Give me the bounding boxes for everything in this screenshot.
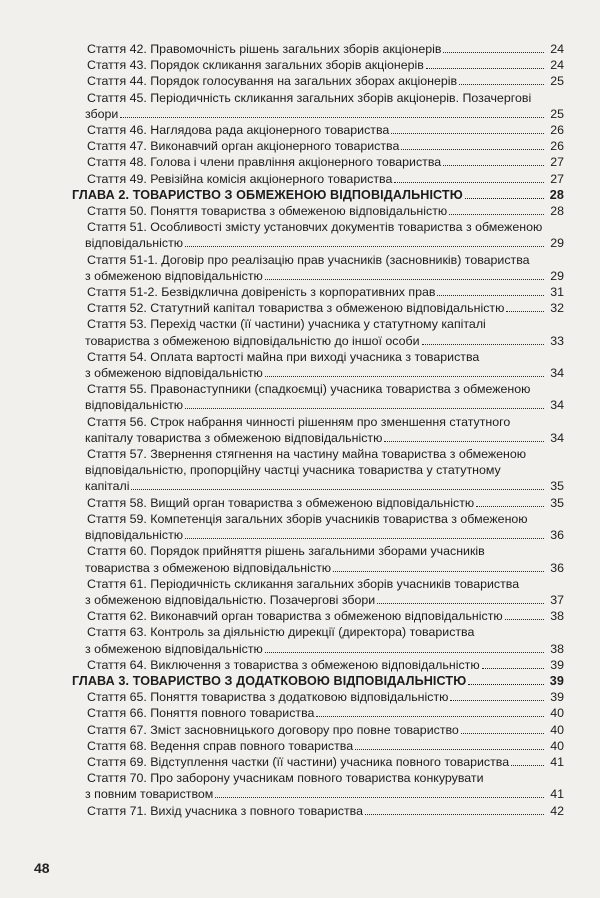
toc-entry — [72, 316, 564, 348]
toc-entry-title-line: Стаття 66. Поняття повного товариства — [87, 706, 315, 721]
toc-entry-row — [72, 187, 564, 203]
dot-leader — [394, 182, 544, 183]
toc-entry-title-line: Стаття 59. Компетенція загальних зборів учасників товариства з обмеженою — [87, 511, 528, 526]
toc-entry — [72, 705, 564, 721]
toc-entry-title-line: відповідальністю — [85, 236, 184, 251]
toc-entry — [72, 73, 564, 89]
toc-entry-title-line: Стаття 62. Виконавчий орган товариства з обмеженою відповідальністю — [87, 609, 503, 624]
toc-entry-title-line: Стаття 47. Виконавчий орган акціонерного товариства — [87, 139, 400, 154]
toc-entry — [72, 171, 564, 187]
dot-leader — [422, 344, 545, 345]
toc-entry — [72, 252, 564, 284]
toc-entry — [72, 300, 564, 316]
toc-page-number: 26 — [550, 123, 564, 138]
toc-page-number: 37 — [550, 592, 564, 607]
toc-page-number: 41 — [550, 754, 564, 769]
toc-entry-row — [72, 803, 564, 819]
dot-leader — [215, 797, 544, 798]
toc-entry-title-line: Стаття 63. Контроль за діяльністю дирекції (директора) товариства — [87, 625, 475, 640]
toc-entry-title-line: з обмеженою відповідальністю — [85, 641, 263, 656]
toc-page-number: 40 — [550, 706, 564, 721]
toc-entry — [72, 219, 564, 251]
toc-entry — [72, 90, 564, 122]
toc-entry-row — [72, 641, 564, 657]
dot-leader — [265, 652, 544, 653]
toc-entry-row — [72, 284, 564, 300]
toc-entry-row — [72, 122, 564, 138]
toc-page-number: 38 — [550, 609, 564, 624]
toc-page-number: 39 — [550, 657, 564, 672]
toc-entry-title-line: капіталу товариства з обмеженою відповідальністю — [85, 430, 383, 445]
toc-entry-row — [72, 430, 564, 446]
toc-entry — [72, 543, 564, 575]
toc-page-number: 28 — [550, 204, 564, 219]
toc-entry-row — [72, 738, 564, 754]
toc-entry-title-line: з обмеженою відповідальністю. Позачергові збори — [85, 592, 376, 607]
toc-entry-row — [72, 333, 564, 349]
toc-entry-title-line: Стаття 55. Правонаступники (спадкоємці) учасника товариства з обмеженою — [87, 382, 531, 397]
toc-entry-row — [72, 57, 564, 73]
toc-page-number: 34 — [550, 366, 564, 381]
toc-entry — [72, 608, 564, 624]
toc-entry-title-line: Стаття 64. Виключення з товариства з обмеженою відповідальністю — [87, 657, 480, 672]
dot-leader — [443, 165, 544, 166]
toc-entry-title-line: відповідальністю — [85, 528, 184, 543]
toc-entry-title-line: Стаття 58. Вищий орган товариства з обмеженою відповідальністю — [87, 495, 475, 510]
toc-entry — [72, 803, 564, 819]
toc-entry-title-line: Стаття 54. Оплата вартості майна при виході учасника з товариства — [87, 349, 480, 364]
toc-entry-title-line: Стаття 42. Правомочність рішень загальних зборів акціонерів — [87, 42, 442, 56]
toc-entry-row — [72, 673, 564, 689]
toc-entry-title-line: з повним товариством — [85, 787, 214, 802]
toc-entry-title-line: Стаття 61. Періодичність скликання загальних зборів учасників товариства — [87, 576, 520, 591]
toc-entry — [72, 754, 564, 770]
page-number: 48 — [34, 860, 50, 876]
toc-entry-title-line: Стаття 52. Статутний капітал товариства з обмеженою відповідальністю — [87, 301, 505, 316]
toc-entry-row — [72, 171, 564, 187]
toc-entry-title-line: товариства з обмеженою відповідальністю до іншої особи — [85, 333, 420, 348]
toc-entry — [72, 203, 564, 219]
toc-page-number: 35 — [550, 479, 564, 494]
toc-entry-row — [72, 560, 564, 576]
dot-leader — [265, 376, 544, 377]
toc-entry-title-line: Стаття 68. Ведення справ повного товариства — [87, 738, 354, 753]
dot-leader — [185, 538, 544, 539]
toc-entry-row — [72, 235, 564, 251]
toc-entry — [72, 738, 564, 754]
toc-entry-row — [72, 365, 564, 381]
toc-entry — [72, 41, 564, 57]
toc-entry-title-line: Стаття 67. Зміст засновницького договору про повне товариство — [87, 722, 459, 737]
toc-entry-title-line: Стаття 69. Відступлення частки (її частини) учасника повного товариства — [87, 754, 510, 769]
toc-page-number: 28 — [549, 187, 564, 202]
dot-leader — [316, 716, 544, 717]
toc-page-number: 41 — [550, 787, 564, 802]
dot-leader — [449, 214, 544, 215]
toc-page-number: 36 — [550, 560, 564, 575]
toc-entry-row — [72, 73, 564, 89]
toc-page-number: 34 — [550, 398, 564, 413]
toc-entry-title-line: відповідальністю, пропорційну частці учасника товариства у статутному — [85, 463, 501, 478]
toc-page-number: 29 — [550, 236, 564, 251]
toc-entry-row — [72, 397, 564, 413]
toc-page-number: 25 — [550, 74, 564, 89]
toc-entry-title-line: капіталі — [85, 479, 130, 494]
toc-entry-row — [72, 478, 564, 494]
toc-entry — [72, 349, 564, 381]
dot-leader — [450, 700, 544, 701]
toc-entry-row — [72, 608, 564, 624]
toc-entry-title-line: Стаття 51-1. Договір про реалізацію прав учасників (засновників) товариства — [87, 252, 530, 267]
toc-page-number: 24 — [550, 42, 564, 56]
toc-page-number: 36 — [550, 528, 564, 543]
toc-entry-row — [72, 106, 564, 122]
toc-entry-title-line: Стаття 44. Порядок голосування на загальних зборах акціонерів — [87, 74, 458, 89]
toc-entry-title-line: Стаття 60. Порядок прийняття рішень загальними зборами учасників — [87, 544, 485, 559]
table-of-contents — [72, 41, 564, 819]
toc-entry-title-line: Стаття 56. Строк набрання чинності рішенням про зменшення статутного — [87, 414, 511, 429]
toc-entry-title-line: Стаття 49. Ревізійна комісія акціонерного товариства — [87, 171, 393, 186]
toc-entry-row — [72, 527, 564, 543]
dot-leader — [459, 84, 544, 85]
toc-page-number: 27 — [550, 155, 564, 170]
toc-page-number: 34 — [550, 430, 564, 445]
toc-entry-title-line: Стаття 43. Порядок скликання загальних зборів акціонерів — [87, 58, 424, 73]
toc-entry-row — [72, 592, 564, 608]
toc-entry — [72, 576, 564, 608]
toc-entry-title-line: Стаття 70. Про заборону учасникам повного товариства конкурувати — [87, 771, 484, 786]
toc-entry — [72, 154, 564, 170]
toc-entry-title-line: товариства з обмеженою відповідальністю — [85, 560, 332, 575]
toc-page-number: 39 — [550, 690, 564, 705]
dot-leader — [120, 117, 544, 118]
toc-entry — [72, 284, 564, 300]
toc-entry-title-line: ГЛАВА 3. ТОВАРИСТВО З ДОДАТКОВОЮ ВІДПОВІДАЛЬНІСТЮ — [72, 673, 467, 688]
toc-entry-row — [72, 786, 564, 802]
toc-entry-title-line: з обмеженою відповідальністю — [85, 366, 263, 381]
dot-leader — [185, 408, 544, 409]
dot-leader — [465, 198, 544, 199]
toc-page-number: 39 — [549, 673, 564, 688]
toc-entry — [72, 122, 564, 138]
toc-entry-title-line: Стаття 53. Перехід частки (її частини) учасника у статутному капіталі — [87, 317, 486, 332]
dot-leader — [265, 279, 544, 280]
dot-leader — [131, 489, 544, 490]
toc-entry-row — [72, 495, 564, 511]
toc-entry-title-line: Стаття 51. Особливості змісту установчих документів товариства з обмеженою — [87, 220, 543, 235]
toc-entry-row — [72, 154, 564, 170]
toc-entry-title-line: Стаття 46. Наглядова рада акціонерного товариства — [87, 123, 390, 138]
toc-entry-row — [72, 41, 564, 57]
toc-entry-title-line: ГЛАВА 2. ТОВАРИСТВО З ОБМЕЖЕНОЮ ВІДПОВІДАЛЬНІСТЮ — [72, 187, 463, 202]
toc-page-number: 29 — [550, 268, 564, 283]
dot-leader — [482, 668, 544, 669]
toc-entry-title-line: збори — [85, 106, 119, 121]
dot-leader — [185, 246, 544, 247]
toc-page-number: 38 — [550, 641, 564, 656]
toc-page-number: 27 — [550, 171, 564, 186]
dot-leader — [511, 765, 544, 766]
dot-leader — [355, 749, 544, 750]
dot-leader — [333, 571, 544, 572]
dot-leader — [461, 733, 544, 734]
dot-leader — [505, 619, 544, 620]
toc-entry — [72, 138, 564, 154]
toc-page-number: 42 — [550, 803, 564, 818]
toc-entry — [72, 689, 564, 705]
toc-page-number: 24 — [550, 58, 564, 73]
toc-entry-title-line: Стаття 45. Періодичність скликання загальних зборів акціонерів. Позачергові — [87, 90, 532, 105]
toc-entry — [72, 57, 564, 73]
dot-leader — [437, 295, 544, 296]
toc-entry-title-line: Стаття 71. Вихід учасника з повного товариства — [87, 803, 364, 818]
dot-leader — [506, 311, 544, 312]
toc-entry — [72, 495, 564, 511]
toc-entry-title-line: з обмеженою відповідальністю — [85, 268, 263, 283]
toc-chapter-heading — [72, 187, 564, 203]
toc-entry-row — [72, 705, 564, 721]
toc-entry-row — [72, 138, 564, 154]
toc-entry-title-line: Стаття 50. Поняття товариства з обмеженою відповідальністю — [87, 204, 448, 219]
toc-page-number: 25 — [550, 106, 564, 121]
toc-entry — [72, 770, 564, 802]
toc-page-number: 32 — [550, 301, 564, 316]
toc-page-number: 31 — [550, 285, 564, 300]
toc-entry-row — [72, 689, 564, 705]
dot-leader — [391, 133, 544, 134]
toc-entry — [72, 657, 564, 673]
toc-entry-row — [72, 754, 564, 770]
dot-leader — [365, 814, 544, 815]
toc-page-number: 35 — [550, 495, 564, 510]
toc-page-number: 26 — [550, 139, 564, 154]
dot-leader — [377, 603, 544, 604]
dot-leader — [468, 684, 544, 685]
toc-entry-title-line: Стаття 57. Звернення стягнення на частину майна товариства з обмеженою — [87, 447, 527, 462]
toc-page-number: 33 — [550, 333, 564, 348]
toc-entry-title-line: відповідальністю — [85, 398, 184, 413]
toc-page-number: 40 — [550, 738, 564, 753]
toc-entry-row — [72, 300, 564, 316]
toc-entry-title-line: Стаття 48. Голова і члени правління акціонерного товариства — [87, 155, 442, 170]
toc-entry-title-line: Стаття 51-2. Безвідклична довіреність з корпоративних прав — [87, 285, 436, 300]
toc-page-number: 40 — [550, 722, 564, 737]
toc-entry-title-line: Стаття 65. Поняття товариства з додатковою відповідальністю — [87, 690, 449, 705]
dot-leader — [443, 52, 544, 53]
dot-leader — [401, 149, 544, 150]
toc-entry-row — [72, 203, 564, 219]
toc-entry — [72, 511, 564, 543]
toc-chapter-heading — [72, 673, 564, 689]
dot-leader — [426, 68, 544, 69]
toc-entry — [72, 414, 564, 446]
toc-entry — [72, 624, 564, 656]
toc-entry — [72, 446, 564, 495]
toc-entry-row — [72, 657, 564, 673]
toc-entry-row — [72, 722, 564, 738]
toc-entry — [72, 722, 564, 738]
toc-entry-row — [72, 268, 564, 284]
dot-leader — [476, 506, 544, 507]
toc-entry — [72, 381, 564, 413]
dot-leader — [384, 441, 544, 442]
